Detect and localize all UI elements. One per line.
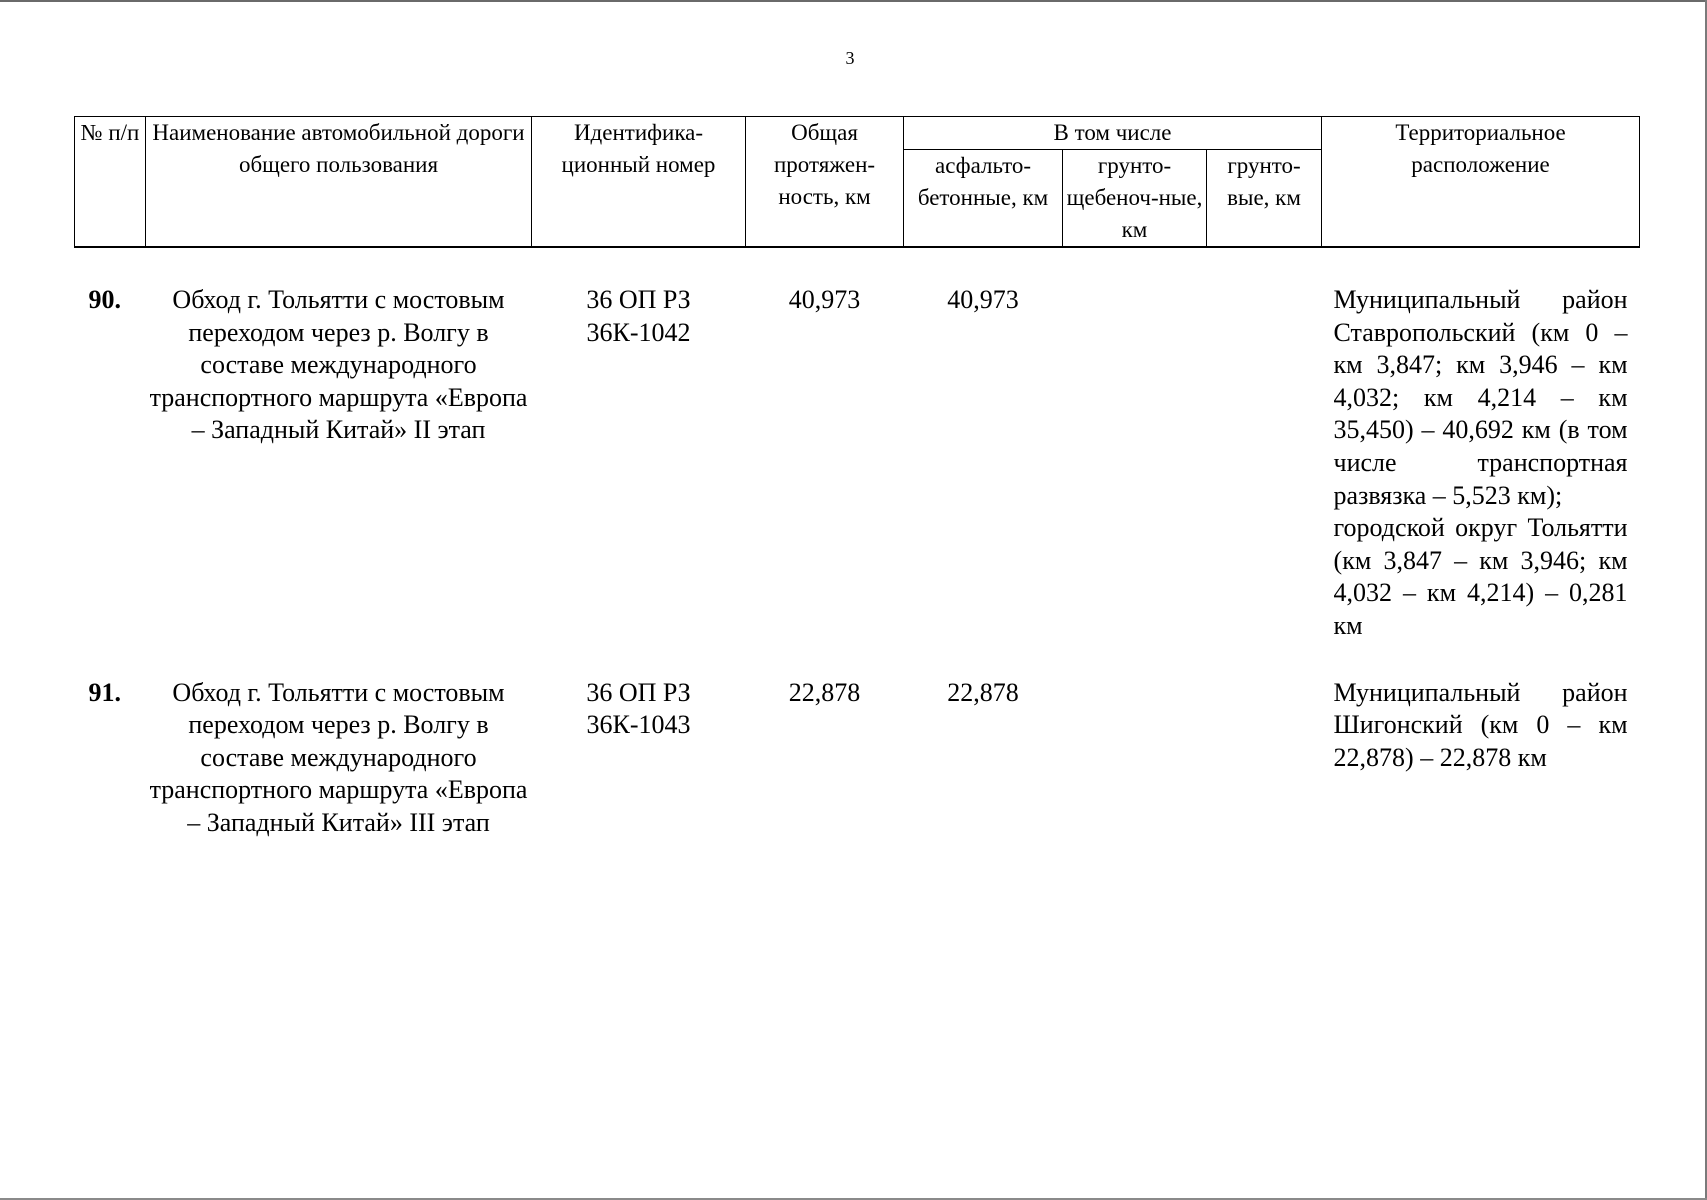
header-including: В том числе [904, 117, 1322, 150]
row-number: 90. [88, 285, 121, 314]
location-part: городской округ Тольятти (км 3,847 – км 3,946; км 4,032 – км 4,214) – 0,281 км [1333, 513, 1628, 640]
row-number: 91. [88, 677, 121, 707]
roads-table [74, 116, 1640, 840]
table-row [75, 643, 1640, 840]
road-location [1322, 247, 1640, 643]
road-dirt [1207, 643, 1322, 840]
header-gravel: грунто-щебеноч-ные, км [1063, 150, 1207, 248]
header-num: № п/п [75, 117, 146, 248]
road-length: 22,878 [788, 677, 861, 707]
road-dirt [1207, 247, 1322, 643]
road-asphalt: 22,878 [947, 677, 1019, 707]
road-gravel [1063, 247, 1207, 643]
road-asphalt: 40,973 [947, 285, 1019, 314]
header-location: Территориальное расположение [1322, 117, 1640, 248]
location-part: Муниципальный район Шигонский (км 0 – км 22,878) – 22,878 км [1333, 677, 1628, 772]
table-header [75, 117, 1640, 248]
road-id: 36 ОП РЗ 36К-1043 [586, 677, 691, 740]
header-asphalt: асфальто-бетонные, км [904, 150, 1063, 248]
location-part: Муниципальный район Ставропольский (км 0 – км 3,847; км 3,946 – км 4,032; км 4,214 – км 35,450) – 40,692 км (в том числе транспортная развязка – 5,523 км); [1333, 285, 1628, 510]
road-location [1322, 643, 1640, 840]
header-dirt: грунто-вые, км [1207, 150, 1322, 248]
road-name: Обход г. Тольятти с мостовым переходом через р. Волгу в составе международного транспортного маршрута «Европа – Западный Китай» II этап [149, 285, 528, 445]
page-number: 3 [845, 48, 855, 68]
road-id: 36 ОП РЗ 36К-1042 [586, 285, 691, 347]
header-length: Общая протяжен-ность, км [746, 117, 904, 248]
scan-border-top [0, 0, 1707, 2]
table-row [75, 247, 1640, 643]
road-gravel [1063, 643, 1207, 840]
road-length: 40,973 [788, 285, 861, 314]
header-id: Идентифика-ционный номер [532, 117, 746, 248]
header-name: Наименование автомобильной дороги общего пользования [146, 117, 532, 248]
road-name: Обход г. Тольятти с мостовым переходом через р. Волгу в составе международного транспортного маршрута «Европа – Западный Китай» III этап [149, 677, 528, 837]
